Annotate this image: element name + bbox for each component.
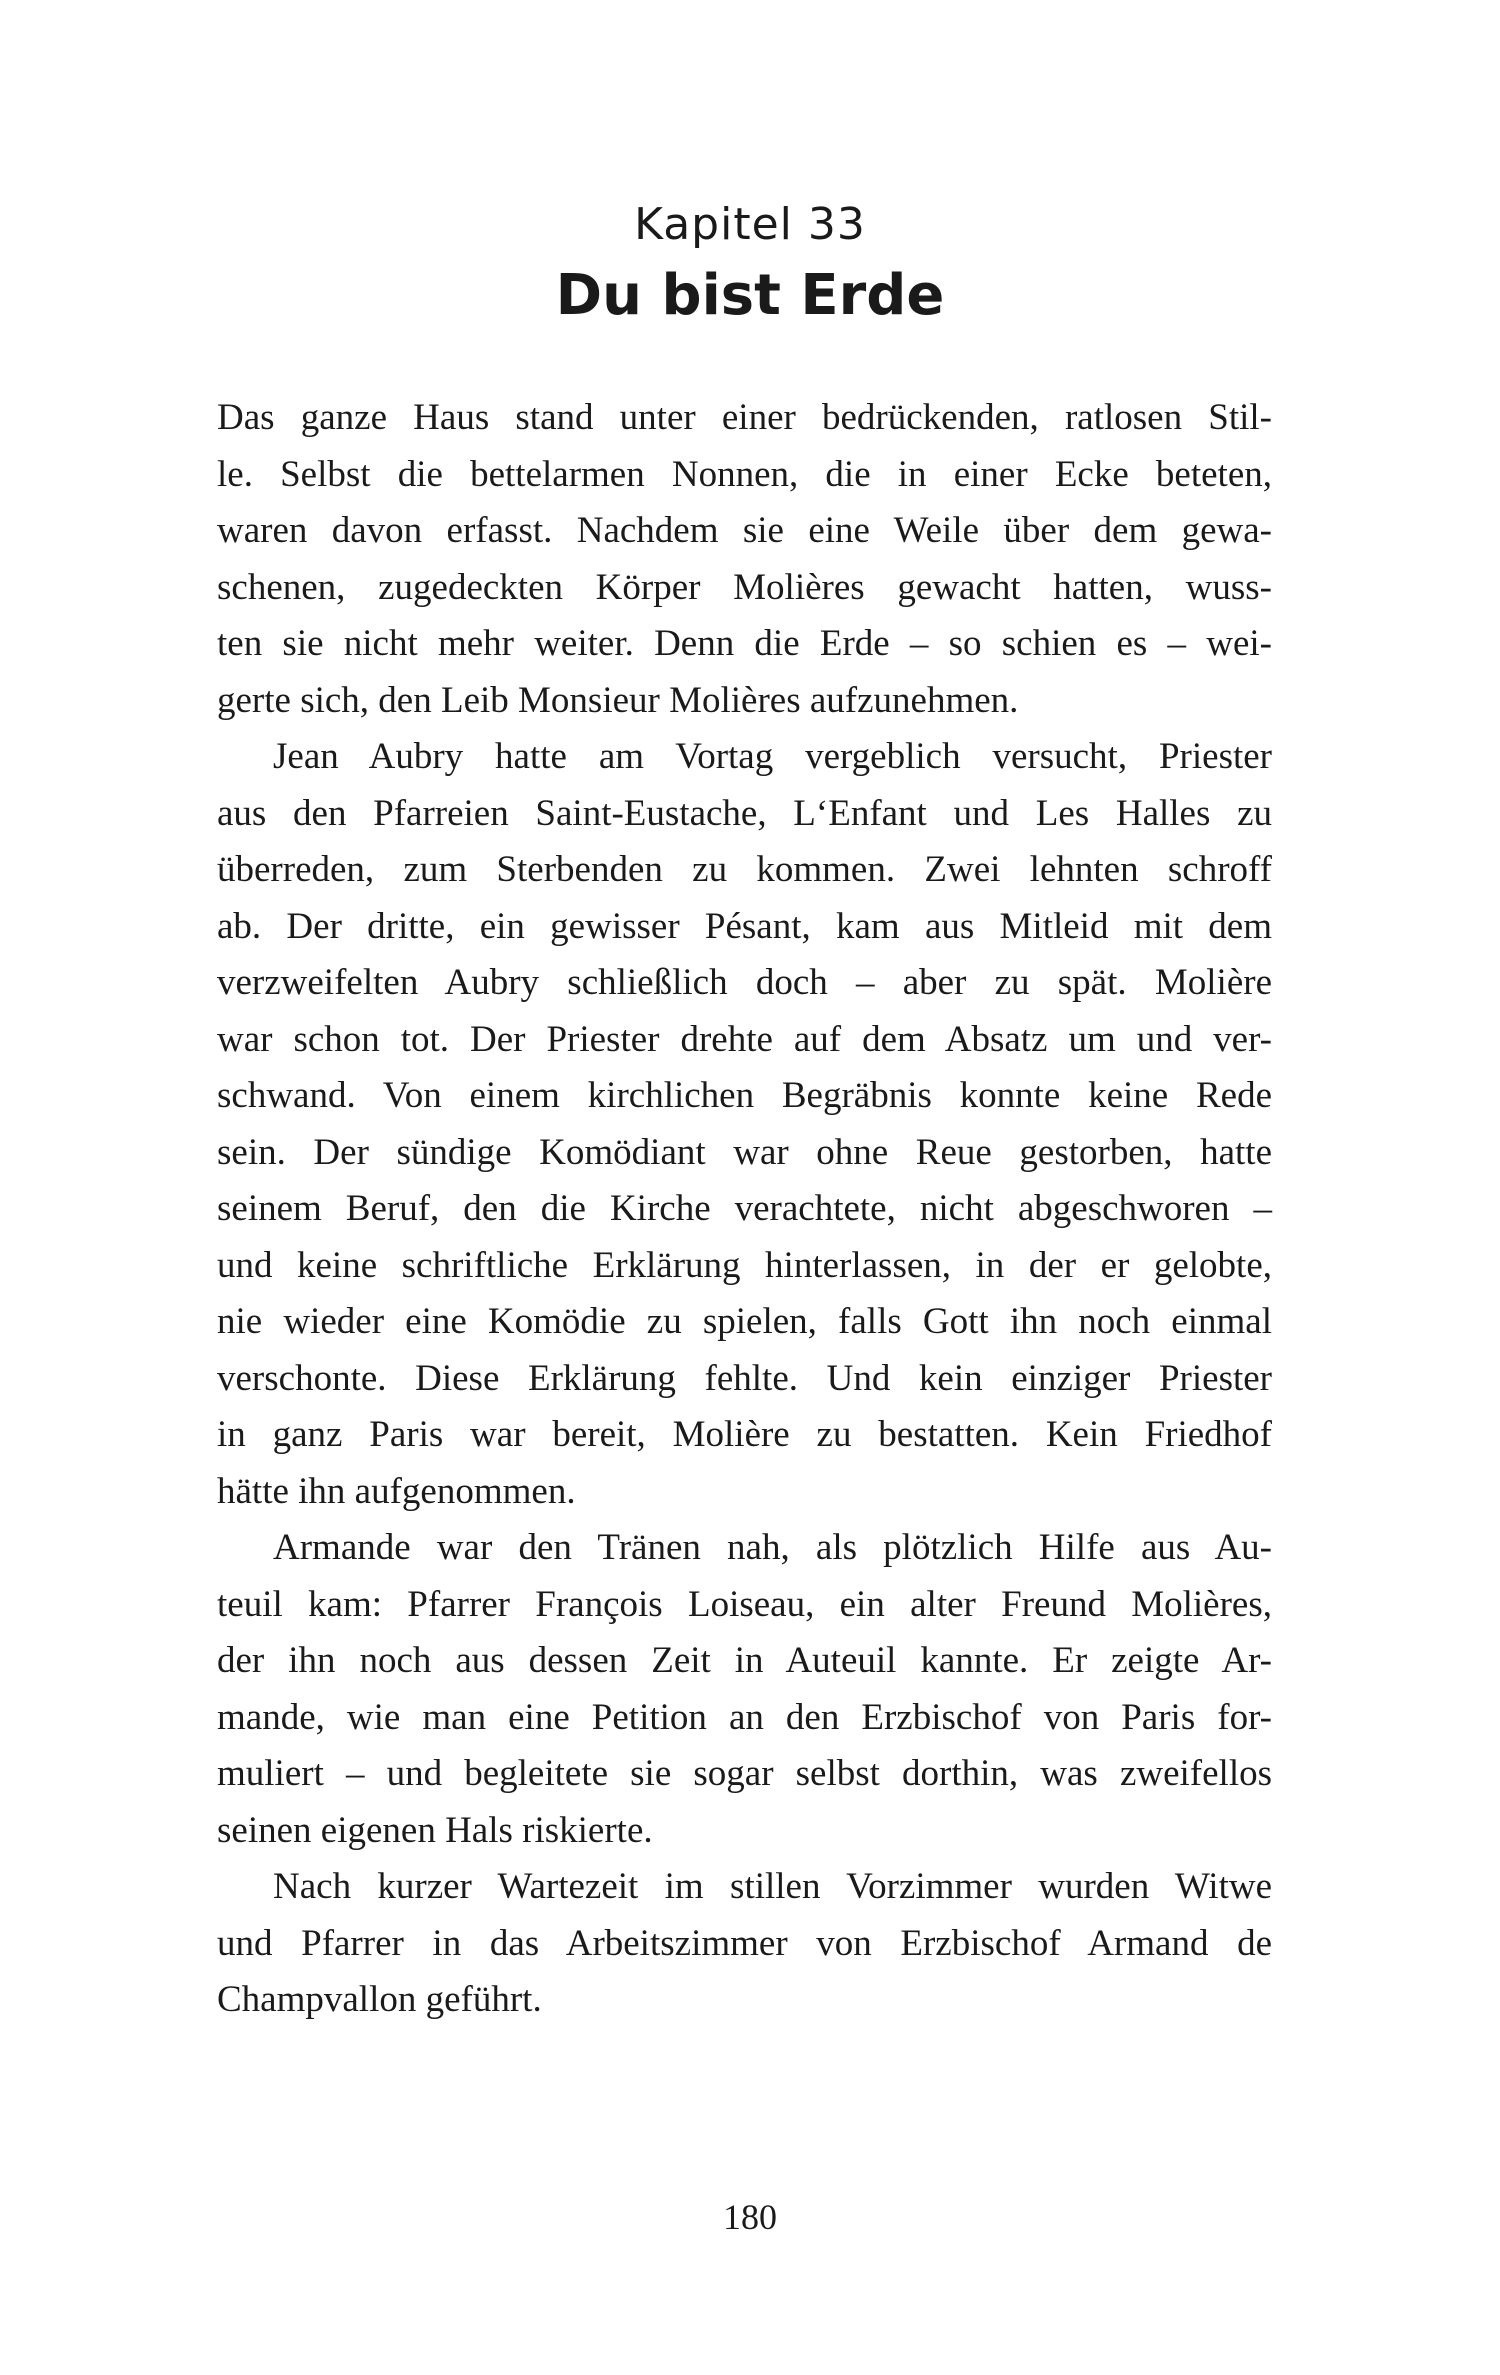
text-line: seinem Beruf, den die Kirche verachtete, nicht abgeschworen – (217, 1188, 1272, 1229)
text-line: Champvallon geführt. (217, 1979, 542, 2020)
text-line: der ihn noch aus dessen Zeit in Auteuil kannte. Er zeigte Ar- (217, 1640, 1272, 1681)
chapter-number: Kapitel 33 (634, 199, 866, 250)
page-number: 180 (723, 2197, 777, 2237)
text-line: nie wieder eine Komödie zu spielen, falls Gott ihn noch einmal (217, 1301, 1272, 1342)
text-line: waren davon erfasst. Nachdem sie eine Weile über dem gewa- (217, 510, 1272, 551)
text-line: und keine schriftliche Erklärung hinterlassen, in der er gelobte, (217, 1244, 1272, 1286)
body-text (217, 390, 1272, 2029)
text-line: hätte ihn aufgenommen. (217, 1470, 576, 1512)
text-line: ten sie nicht mehr weiter. Denn die Erde – so schien es – wei- (217, 623, 1272, 664)
text-line: sein. Der sündige Komödiant war ohne Reue gestorben, hatte (217, 1131, 1272, 1173)
text-line: schenen, zugedeckten Körper Molières gewacht hatten, wuss- (217, 566, 1272, 608)
text-line: überreden, zum Sterbenden zu kommen. Zwei lehnten schroff (217, 849, 1272, 890)
text-line: mande, wie man eine Petition an den Erzbischof von Paris for- (217, 1696, 1272, 1738)
text-line: schwand. Von einem kirchlichen Begräbnis konnte keine Rede (217, 1075, 1272, 1116)
text-line: und Pfarrer in das Arbeitszimmer von Erzbischof Armand de (217, 1922, 1272, 1964)
text-line: aus den Pfarreien Saint-Eustache, L‘Enfant und Les Halles zu (217, 792, 1272, 834)
text-line: gerte sich, den Leib Monsieur Molières aufzunehmen. (217, 679, 1019, 721)
text-line: Nach kurzer Wartezeit im stillen Vorzimmer wurden Witwe (273, 1866, 1272, 1907)
text-line: Das ganze Haus stand unter einer bedrückenden, ratlosen Stil- (217, 397, 1272, 438)
text-line: teuil kam: Pfarrer François Loiseau, ein alter Freund Molières, (217, 1583, 1272, 1625)
text-line: seinen eigenen Hals riskierte. (217, 1809, 653, 1851)
text-line: Armande war den Tränen nah, als plötzlich Hilfe aus Au- (273, 1527, 1272, 1568)
text-line: le. Selbst die bettelarmen Nonnen, die in einer Ecke beteten, (217, 453, 1272, 495)
text-line: verzweifelten Aubry schließlich doch – aber zu spät. Molière (217, 962, 1272, 1003)
text-line: ab. Der dritte, ein gewisser Pésant, kam aus Mitleid mit dem (217, 905, 1272, 947)
text-line: war schon tot. Der Priester drehte auf dem Absatz um und ver- (217, 1018, 1272, 1060)
text-line: verschonte. Diese Erklärung fehlte. Und kein einziger Priester (217, 1357, 1272, 1399)
text-line: in ganz Paris war bereit, Molière zu bestatten. Kein Friedhof (217, 1414, 1272, 1455)
chapter-title: Du bist Erde (555, 263, 945, 328)
text-line: Jean Aubry hatte am Vortag vergeblich versucht, Priester (273, 736, 1272, 777)
text-line: muliert – und begleitete sie sogar selbst dorthin, was zweifellos (217, 1753, 1272, 1794)
